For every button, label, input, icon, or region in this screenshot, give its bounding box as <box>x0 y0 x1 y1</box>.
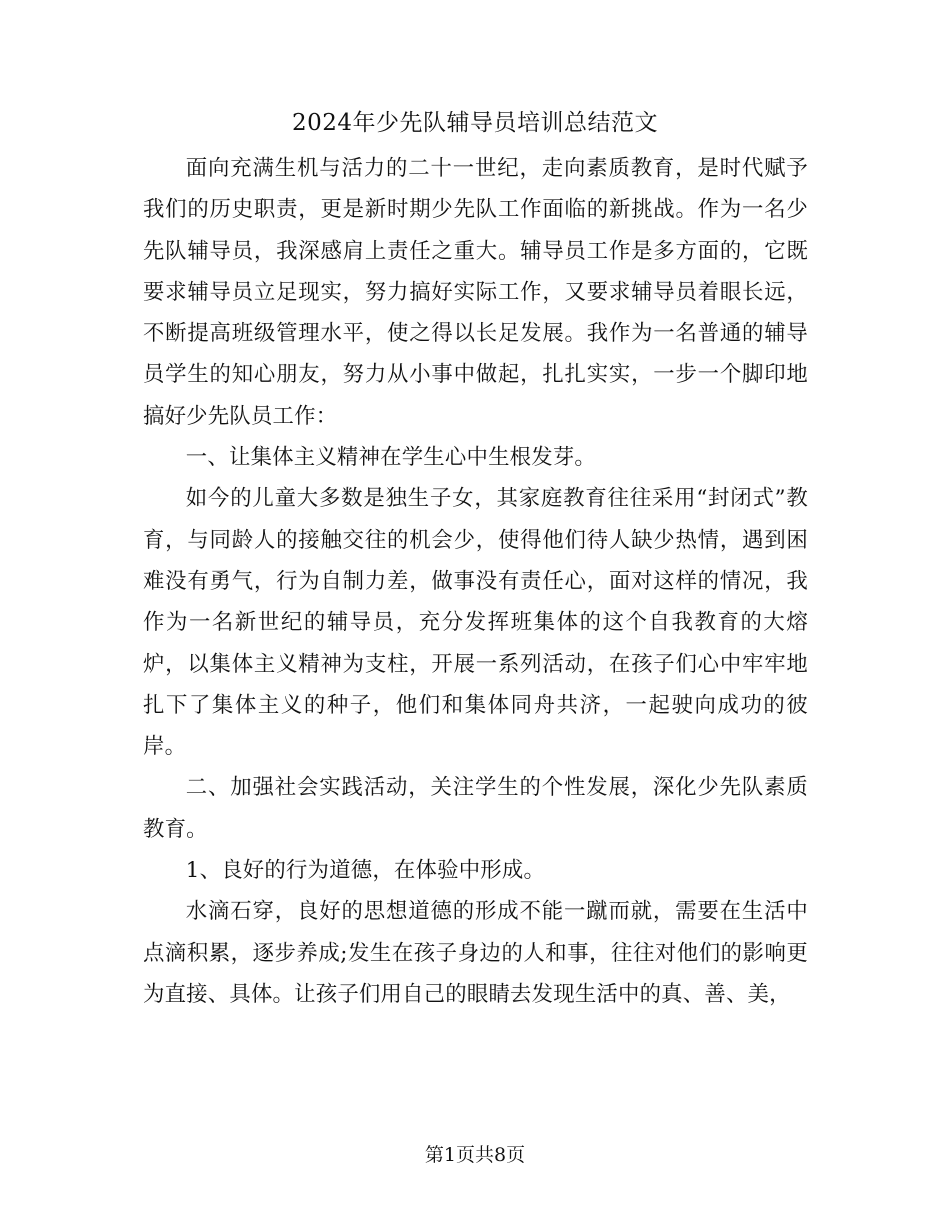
heading-section-2: 二、加强社会实践活动，关注学生的个性发展，深化少先队素质教育。 <box>143 775 808 842</box>
heading-section-1: 一、让集体主义精神在学生心中生根发芽。 <box>185 445 597 471</box>
paragraph-intro: 面向充满生机与活力的二十一世纪，走向素质教育，是时代赋予我们的历史职责，更是新时期少先队工作面临的新挑战。作为一名少先队辅导员，我深感肩上责任之重大。辅导员工作是多方面的，它既要求辅导员立足现实，努力搞好实际工作，又要求辅导员着眼长远，不断提高班级管理水平，使之得以长足发展。我作为一名普通的辅导员学生的知心朋友，努力从小事中做起，扎扎实实，一步一个脚印地搞好少先队员工作： <box>143 156 808 429</box>
document-title: 2024年少先队辅导员培训总结范文 <box>291 110 659 136</box>
paragraph-section-1: 如今的儿童大多数是独生子女，其家庭教育往往采用“封闭式”教育，与同龄人的接触交往的机会少，使得他们待人缺少热情，遇到困难没有勇气，行为自制力差，做事没有责任心，面对这样的情况，我作为一名新世纪的辅导员，充分发挥班集体的这个自我教育的大熔炉，以集体主义精神为支柱，开展一系列活动，在孩子们心中牢牢地扎下了集体主义的种子，他们和集体同舟共济，一起驶向成功的彼岸。 <box>143 486 808 760</box>
paragraph-subsection-1: 水滴石穿，良好的思想道德的形成不能一蹴而就，需要在生活中点滴积累，逐步养成;发生在孩子身边的人和事，往往对他们的影响更为直接、具体。让孩子们用自己的眼睛去发现生活中的真、善、美， <box>143 899 808 1007</box>
document-body <box>143 148 808 1015</box>
page-number-footer: 第1页共8页 <box>424 1144 526 1166</box>
heading-subsection-1: 1、良好的行为道德，在体验中形成。 <box>185 858 546 884</box>
